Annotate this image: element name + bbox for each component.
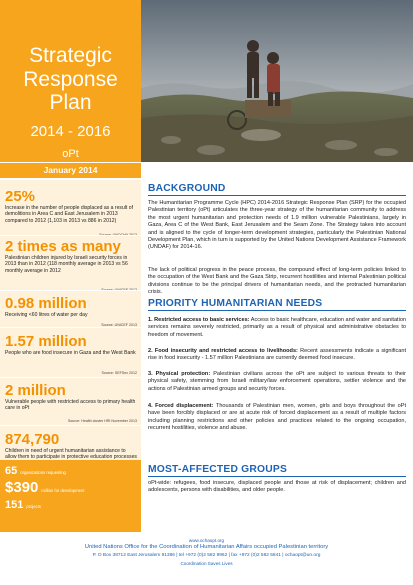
divider xyxy=(0,235,141,236)
need-title: 3. Physical protection: xyxy=(148,371,211,377)
stat-desc: Vulnerable people with restricted access to primary health care in oPt xyxy=(5,399,136,412)
need-title: 1. Restricted access to basic services: xyxy=(148,317,250,323)
footer-tagline: Coordination Saves Lives xyxy=(180,560,233,566)
need-item xyxy=(148,371,406,393)
divider xyxy=(0,327,141,328)
stat-item xyxy=(5,239,137,274)
stat-value: 25% xyxy=(5,188,36,205)
stat-value: 874,790 xyxy=(5,431,60,448)
title-line-2: Response xyxy=(23,67,118,91)
footer-address: P. O Box 38712 East Jerusalem 91386 | tel +972 (0)2 582 9962 | fax +972 (0)2 582 5841 | ochaopt@un.org xyxy=(92,552,321,558)
funding-value: $390 xyxy=(5,479,39,496)
stat-desc: Palestinian children injured by Israeli security forces in 2013 than in 2012 (118 monthly average in 2013 vs 56 monthly average in 2012 xyxy=(5,255,128,274)
funding-label: projects xyxy=(26,504,42,509)
stat-desc: People who are food insecure in Gaza and the West Bank xyxy=(5,350,136,356)
need-text: Thousands of Palestinian men, women, girls and boys throughout the oPt have been forcibly displaced or are at acute risk of forced displacement as a result of multiple factors including planning restrictions and other policies and practices related to the ongoing occupation, recurrent hostilities, violence and abuse. xyxy=(148,403,407,432)
need-item xyxy=(148,348,406,363)
stat-desc: Children in need of urgent humanitarian assistance to allow them to participate in protective education processes xyxy=(5,448,137,461)
need-title: 2. Food insecurity and restricted access to livelihoods: xyxy=(148,348,298,354)
funding-label: million for development xyxy=(41,488,85,493)
stat-source: Source: SEFSec 2012 xyxy=(101,371,137,375)
background-paragraph-1: The Humanitarian Programme Cycle (HPC) 2014-2016 Strategic Response Plan (SRP) for the occupied Palestinian territory (oPt) articulates the three-year strategy of the humanitarian community to address the most urgent humanitarian and protection needs of 1.9 million vulnerable Palestinians, largely in Gaza, Area C of the West Bank, East Jerusalem and the Seam Zone. The Strategy takes into account and is aligned to the cycle of longer-term development strategies, particularly the Palestinian National Development Plan, which in turn is supported by the United Nations Development Assistance Framework (UNDAF) for 2014-16. xyxy=(148,200,406,251)
funding-amount xyxy=(5,480,84,495)
stat-source: Source: Health cluster HRI November 2013 xyxy=(67,419,137,423)
stat-item xyxy=(5,333,137,375)
stat-item xyxy=(5,295,137,327)
stat-item xyxy=(5,432,137,461)
need-item xyxy=(148,403,406,433)
background-paragraph-2: The lack of political progress in the peace process, the compound effect of long-term policies linked to the occupation of the West Bank and the Gaza Strip, recurrent hostilities and internal Palestinian political divisions continue to be the principal drivers of humanitarian needs, and the protracted humanitarian crisis. xyxy=(148,267,406,296)
funding-value: 151 xyxy=(5,499,24,511)
funding-block xyxy=(0,460,141,532)
needs-heading: PRIORITY HUMANITARIAN NEEDS xyxy=(148,298,406,311)
cover-photo xyxy=(141,0,413,162)
stat-source: Source: UNICEF 2013 xyxy=(101,323,137,327)
divider xyxy=(0,425,141,426)
divider xyxy=(0,377,141,378)
stat-item xyxy=(5,382,137,423)
title-years: 2014 - 2016 xyxy=(30,122,111,140)
need-text: Access to basic healthcare, education and water and sanitation services remains severely restricted, primarily as a result of physical and administrative obstacles to freedom of movement. xyxy=(148,317,406,338)
funding-label: organizations requesting xyxy=(20,470,66,475)
need-text: Recent assessments indicate a significant rise in food insecurity - 1.57 million Palestinians are currently deemed food insecure. xyxy=(148,348,406,362)
stat-desc: Increase in the number of people displaced as a result of demolitions in Area C and East Jerusalem in 2013 compared to 2012 (1,103 in 2013 vs 886 in 2012) xyxy=(5,205,133,224)
background-heading: BACKGROUND xyxy=(148,183,406,196)
footer xyxy=(0,537,413,567)
cover-photo-illustration xyxy=(141,0,413,162)
funding-value: 65 xyxy=(5,465,18,477)
title-line-3: Plan xyxy=(49,91,92,114)
need-text: Palestinian civilians across the oPt are subject to various threats to their physical safety, stemming from Israeli military/law enforcement operations, settler violence and the actions of Palestinian armed groups and security forces. xyxy=(148,371,406,392)
affected-heading: MOST-AFFECTED GROUPS xyxy=(148,464,406,477)
title-line-1: Strategic xyxy=(29,44,112,67)
footer-url[interactable]: www.ochaopt.org xyxy=(188,538,225,543)
stat-item xyxy=(5,189,137,224)
need-title: 4. Forced displacement: xyxy=(148,403,214,409)
stat-value: 2 million xyxy=(5,382,66,399)
stat-value: 2 times as many xyxy=(5,238,121,255)
title-region: oPt xyxy=(62,147,79,160)
funding-organizations xyxy=(5,466,66,477)
need-item xyxy=(148,317,406,339)
date-bar: January 2014 xyxy=(0,163,141,178)
funding-projects xyxy=(5,500,41,511)
stat-value: 0.98 million xyxy=(5,295,87,312)
title-block xyxy=(0,0,141,162)
stat-value: 1.57 million xyxy=(5,333,87,350)
divider xyxy=(0,290,141,291)
footer-org: United Nations Office for the Coordination of Humanitarian Affairs occupied Palestinian territory xyxy=(84,544,329,550)
stat-desc: Receiving <60 litres of water per day xyxy=(5,312,88,318)
affected-text: oPt-wide: refugees, food insecure, displaced people and those at risk of displacement; children and adolescents, persons with disabilities, and older people. xyxy=(148,480,406,494)
